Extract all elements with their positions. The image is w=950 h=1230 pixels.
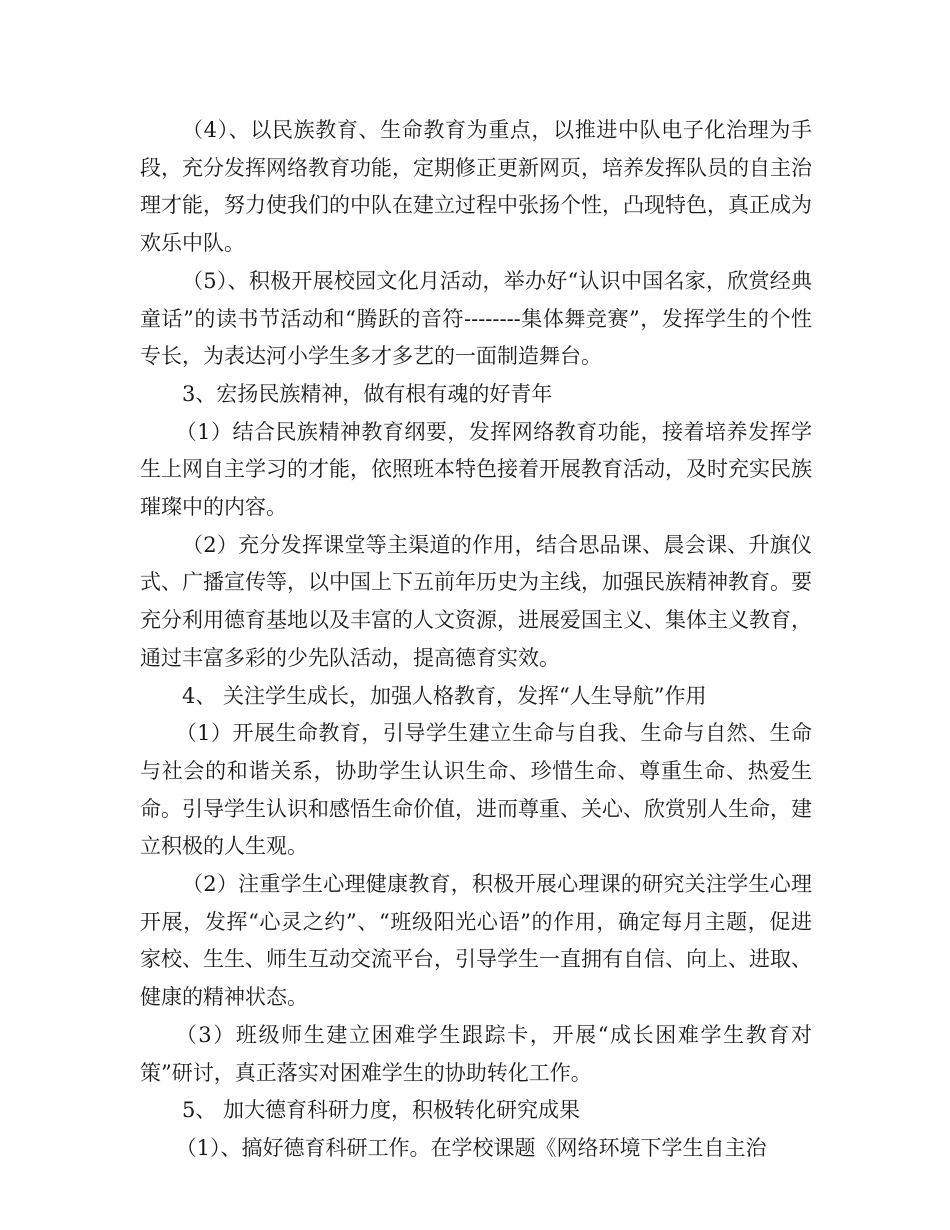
paragraph-item-5: （5）、积极开展校园文化月活动，举办好“认识中国名家，欣赏经典童话”的读书节活动和“腾跃的音符--------集体舞竞赛”，发挥学生的个性专长，为表达河小学生多才多艺的一面制造舞台。 xyxy=(140,268,812,369)
paragraph-4-2: （2）注重学生心理健康教育，积极开展心理课的研究关注学生心理开展，发挥“心灵之约”、“班级阳光心语”的作用，确定每月主题，促进家校、生生、师生互动交流平台，引导学生一直拥有自信、向上、进取、健康的精神状态。 xyxy=(140,872,812,1010)
paragraph-4-3: （3）班级师生建立困难学生跟踪卡，开展“成长困难学生教育对策”研讨，真正落实对困难学生的协助转化工作。 xyxy=(140,1022,812,1085)
paragraph-4-1: （1）开展生命教育，引导学生建立生命与自我、生命与自然、生命与社会的和谐关系，协助学生认识生命、珍惜生命、尊重生命、热爱生命。引导学生认识和感悟生命价值，进而尊重、关心、欣赏别人生命，建立积极的人生观。 xyxy=(140,721,812,859)
paragraph-3-2: （2）充分发挥课堂等主渠道的作用，结合思品课、晨会课、升旗仪式、广播宣传等，以中国上下五前年历史为主线，加强民族精神教育。要充分利用德育基地以及丰富的人文资源，进展爱国主义、集体主义教育，通过丰富多彩的少先队活动，提高德育实效。 xyxy=(140,532,812,670)
section-heading-4: 4、 关注学生成长，加强人格教育，发挥“人生导航”作用 xyxy=(182,683,707,708)
paragraph-5-1: （1）、搞好德育科研工作。在学校课题《网络环境下学生自主治 xyxy=(175,1135,767,1160)
paragraph-3-1: （1）结合民族精神教育纲要，发挥网络教育功能，接着培养发挥学生上网自主学习的才能，依照班本特色接着开展教育活动，及时充实民族璀璨中的内容。 xyxy=(140,419,812,520)
section-heading-3: 3、宏扬民族精神，做有根有魂的好青年 xyxy=(182,381,553,406)
paragraph-item-4: （4）、以民族教育、生命教育为重点，以推进中队电子化治理为手段，充分发挥网络教育功能，定期修正更新网页，培养发挥队员的自主治理才能，努力使我们的中队在建立过程中张扬个性，凸现特色，真正成为欢乐中队。 xyxy=(140,118,812,256)
document-body xyxy=(140,112,812,1168)
section-heading-5: 5、 加大德育科研力度，积极转化研究成果 xyxy=(182,1098,581,1123)
